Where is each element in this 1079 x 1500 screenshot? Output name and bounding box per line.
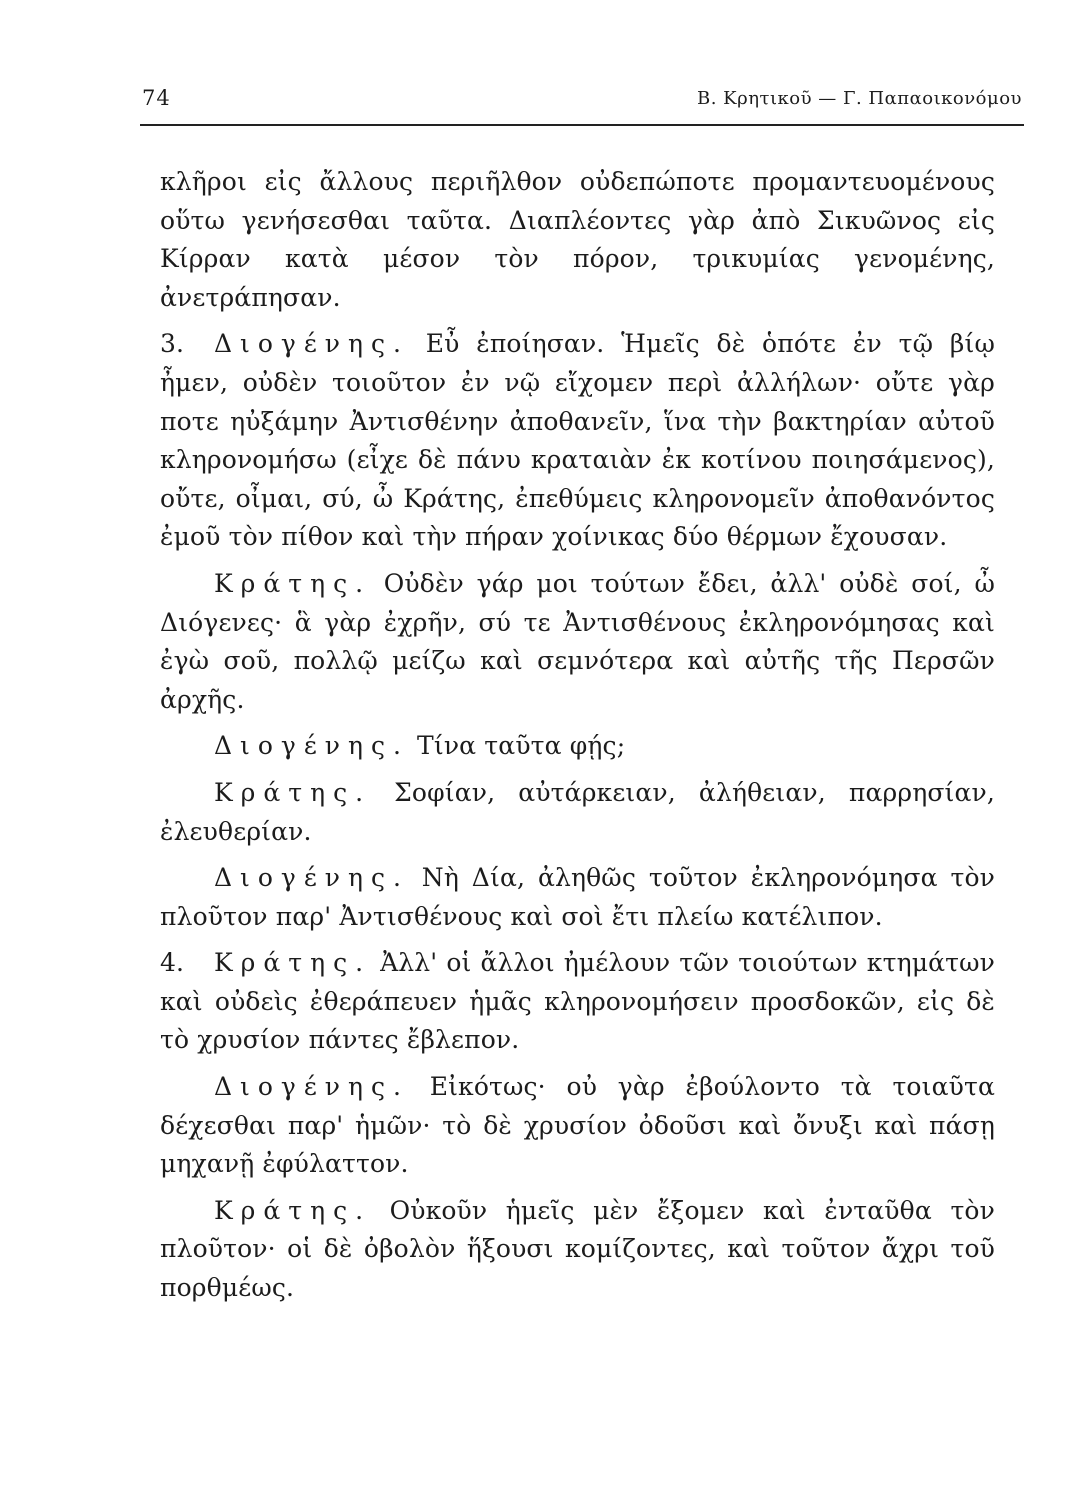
paragraph-speech bbox=[160, 774, 995, 851]
paragraph-speech bbox=[160, 727, 995, 766]
speaker-name: Διογένης. bbox=[214, 1072, 409, 1102]
paragraph-section-3 bbox=[160, 325, 995, 557]
page-number: 74 bbox=[142, 86, 171, 110]
running-header bbox=[140, 84, 1024, 126]
speaker-name: Διογένης. bbox=[214, 329, 409, 359]
paragraph-text: Εὖ ἐποίησαν. Ἡμεῖς δὲ ὁπότε ἐν τῷ βίῳ ἦμεν, οὐδὲν τοιοῦτον ἐν νῷ εἴχομεν περὶ ἀλλήλων· οὔτε γὰρ ποτε ηὐξάμην Ἀντισθένην ἀποθανεῖν, ἵνα τὴν βακτηρίαν αὐτοῦ κληρονομήσω (εἶχε δὲ πάνυ κραταιὰν ἐκ κοτίνου ποιησάμενος), οὔτε, οἶμαι, σύ, ὦ Κράτης, ἐπεθύμεις κληρονομεῖν ἀποθανόντος ἐμοῦ τὸν πίθον καὶ τὴν πήραν χοίνικας δύο θέρμων ἔχουσαν. bbox=[160, 329, 995, 552]
paragraph-text: Σοφίαν, αὐτάρκειαν, ἀλήθειαν, παρρησίαν, ἐλευθερίαν. bbox=[160, 777, 995, 846]
paragraph-text: Οὐκοῦν ἡμεῖς μὲν ἔξομεν καὶ ἐνταῦθα τὸν πλοῦτον· οἱ δὲ ὀβολὸν ἥξουσι κομίζοντες, καὶ τοῦτον ἄχρι τοῦ πορθμέως. bbox=[160, 1195, 995, 1303]
speaker-name: Κράτης. bbox=[214, 777, 372, 807]
speaker-name: Κράτης. bbox=[214, 948, 372, 978]
body-text bbox=[160, 163, 995, 1308]
paragraph-text: Τίνα ταῦτα φῄς; bbox=[417, 731, 626, 761]
speaker-name: Διογένης. bbox=[214, 863, 409, 893]
paragraph-text: Οὐδὲν γάρ μοι τούτων ἔδει, ἀλλ' οὐδὲ σοί, ὦ Διόγενες· ἃ γὰρ ἐχρῆν, σύ τε Ἀντισθένους ἐκληρονόμησας καὶ ἐγὼ σοῦ, πολλῷ μείζω καὶ σεμνότερα καὶ αὐτῆς τῆς Περσῶν ἀρχῆς. bbox=[160, 568, 995, 714]
running-title: Β. Κρητικοῦ — Γ. Παπαοικονόμου bbox=[697, 88, 1022, 109]
section-number: 3. bbox=[160, 329, 185, 359]
paragraph-text: Ἀλλ' οἱ ἄλλοι ἠμέλουν τῶν τοιούτων κτημάτων καὶ οὐδεὶς ἐθεράπευεν ἡμᾶς κληρονομήσειν προσδοκῶν, εἰς δὲ τὸ χρυσίον πάντες ἔβλεπον. bbox=[160, 948, 995, 1055]
paragraph-continuation bbox=[160, 163, 995, 317]
speaker-name: Κράτης. bbox=[214, 568, 372, 598]
paragraph-text: Εἰκότως· οὐ γὰρ ἐβούλοντο τὰ τοιαῦτα δέχεσθαι παρ' ἡμῶν· τὸ δὲ χρυσίον ὀδοῦσι καὶ ὄνυξι καὶ πάσῃ μηχανῇ ἐφύλαττον. bbox=[160, 1072, 995, 1179]
paragraph-speech bbox=[160, 859, 995, 936]
paragraph-speech bbox=[160, 565, 995, 719]
paragraph-section-4 bbox=[160, 944, 995, 1060]
section-number: 4. bbox=[160, 948, 185, 978]
paragraph-speech bbox=[160, 1068, 995, 1184]
speaker-name: Διογένης. bbox=[214, 731, 409, 761]
paragraph-text: Νὴ Δία, ἀληθῶς τοῦτον ἐκληρονόμησα τὸν πλοῦτον παρ' Ἀντισθένους καὶ σοὶ ἔτι πλείω κατέλιπον. bbox=[160, 863, 995, 931]
paragraph-speech bbox=[160, 1192, 995, 1308]
speaker-name: Κράτης. bbox=[214, 1195, 372, 1225]
paragraph-text: κλῆροι εἰς ἄλλους περιῆλθον οὐδεπώποτε προμαντευομένους οὕτω γενήσεσθαι ταῦτα. Διαπλέοντες γὰρ ἀπὸ Σικυῶνος εἰς Κίρραν κατὰ μέσον τὸν πόρον, τρικυμίας γενομένης, ἀνετράπησαν. bbox=[160, 167, 995, 312]
